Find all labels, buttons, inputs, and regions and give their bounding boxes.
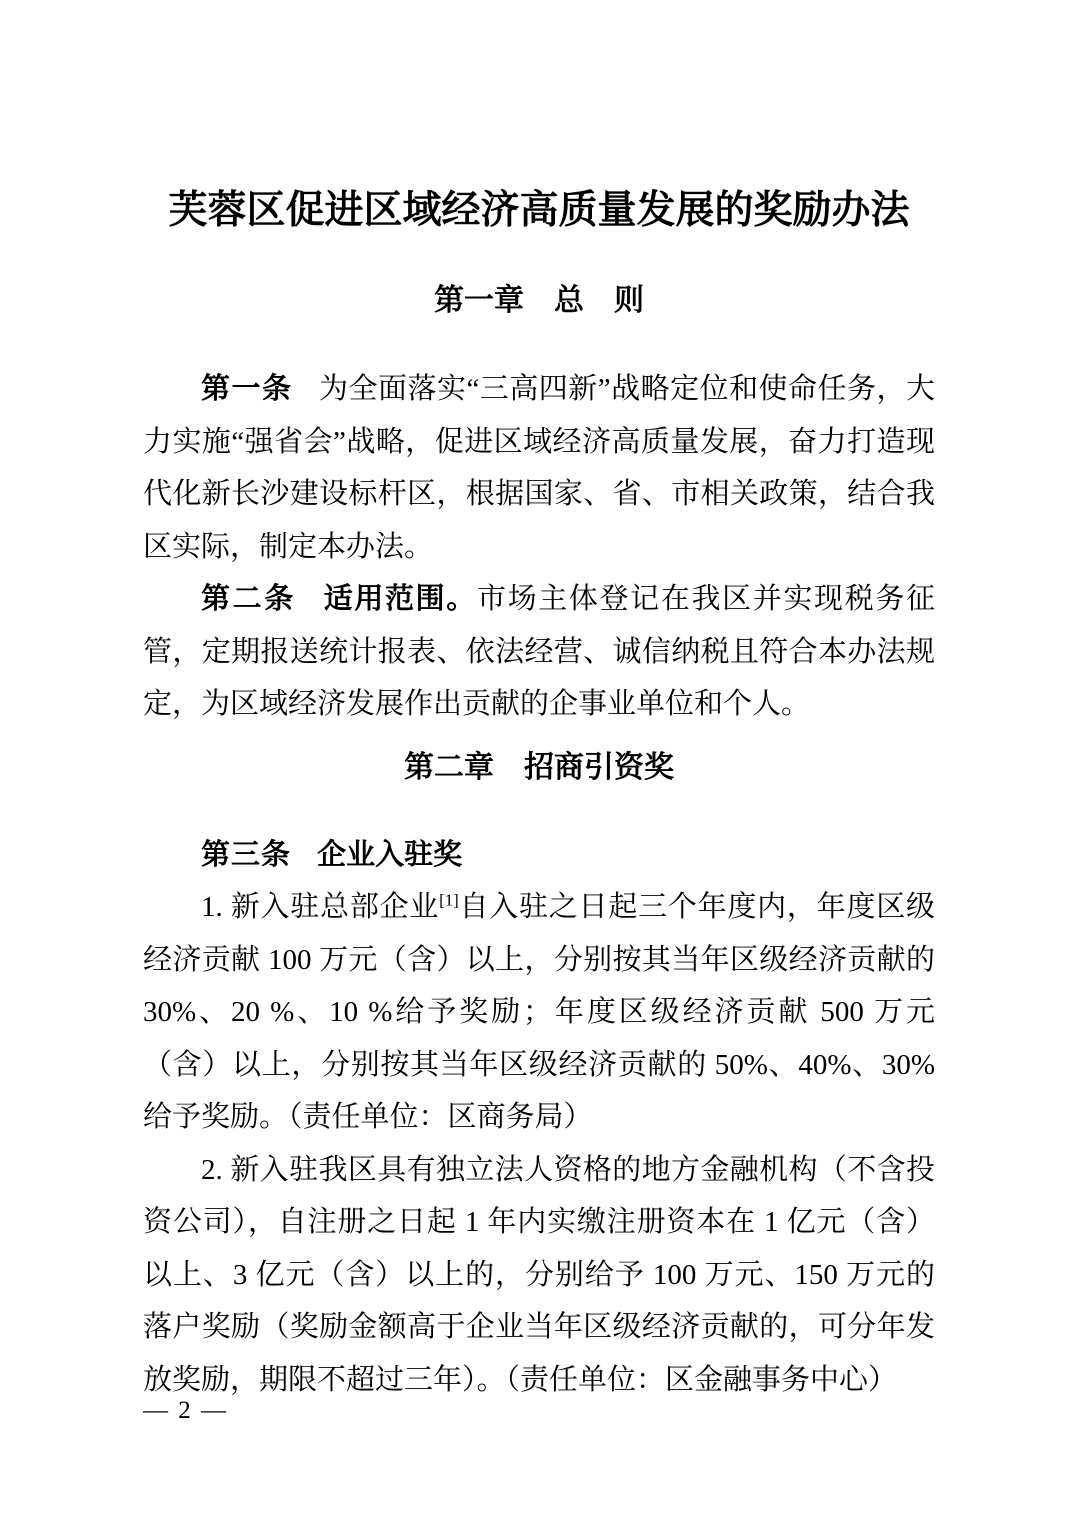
article-3-item-1 <box>143 881 935 1144</box>
footnote-ref-1: [1] <box>439 890 459 910</box>
article-1-text: 为全面落实“三高四新”战略定位和使命任务，大力实施“强省会”战略，促进区域经济高质量发展，奋力打造现代化新长沙建设标杆区，根据国家、省、市相关政策，结合我区实际，制定本办法。 <box>143 373 935 563</box>
item-1-prefix: 1. 新入驻总部企业 <box>201 891 440 923</box>
chapter-2-heading: 第二章 招商引资奖 <box>404 750 674 784</box>
item-1-text: 自入驻之日起三个年度内，年度区级经济贡献 100 万元（含）以上，分别按其当年区级经济贡献的 30%、20 %、10 %给予奖励；年度区级经济贡献 500 万元（含）以上，分别按其当年区级经济贡献的 50%、40%、30%给予奖励。（责任单位：区商务局） <box>143 891 935 1133</box>
page-number: — 2 — <box>143 1397 228 1424</box>
article-2-label: 第二条 <box>201 583 296 615</box>
article-3-heading <box>143 829 935 882</box>
article-2-scope-label: 适用范围。 <box>322 583 477 615</box>
article-3-item-2 <box>143 1144 935 1407</box>
article-1-label: 第一条 <box>201 373 293 405</box>
item-2-text: 2. 新入驻我区具有独立法人资格的地方金融机构（不含投资公司），自注册之日起 1 年内实缴注册资本在 1 亿元（含）以上、3 亿元（含）以上的，分别给予 100 万元、150 万元的落户奖励（奖励金额高于企业当年区级经济贡献的，可分年发放奖励，期限不超过三年）。（责任单位：区金融事务中心） <box>143 1153 935 1396</box>
article-3-title: 企业入驻奖 <box>317 838 463 871</box>
article-2-paragraph <box>143 573 935 731</box>
document-title: 芙蓉区促进区域经济高质量发展的奖励办法 <box>168 189 910 232</box>
article-1-paragraph <box>143 363 935 573</box>
article-3-label: 第三条 <box>201 838 292 871</box>
chapter-1-heading: 第一章 总 则 <box>434 284 644 317</box>
article-2-text: 市场主体登记在我区并实现税务征管，定期报送统计报表、依法经营、诚信纳税且符合本办法规定，为区域经济发展作出贡献的企事业单位和个人。 <box>143 583 935 720</box>
